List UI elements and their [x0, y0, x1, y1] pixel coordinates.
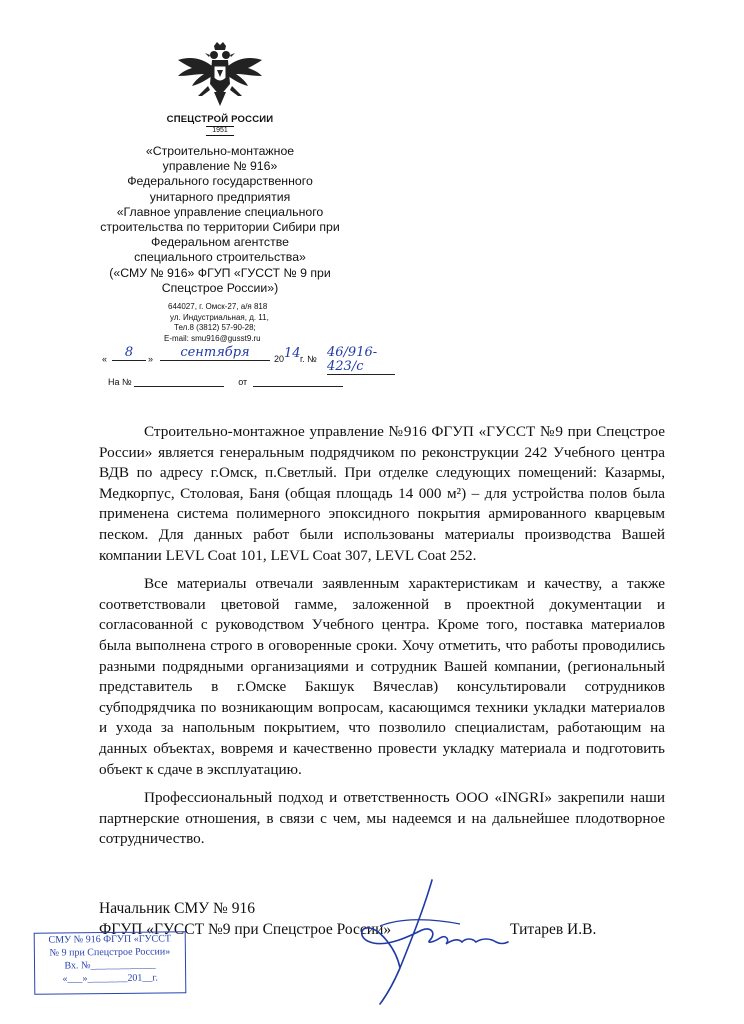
- registration-month: сентября: [160, 346, 270, 361]
- org-name-line: Спецстрое России»): [161, 280, 279, 295]
- stamp-line: СМУ № 916 ФГУП «ГУССТ: [48, 933, 172, 946]
- org-name-line: специального строительства»: [134, 250, 306, 265]
- address-line: 644027, г. Омск-27, а/я 818: [168, 302, 268, 311]
- in-reply-label: На №: [108, 377, 132, 387]
- in-reply-blank: [134, 386, 224, 387]
- org-name-line: «Строительно-монтажное: [145, 144, 295, 158]
- org-name-line: («СМУ № 916» ФГУП «ГУССТ № 9 при: [109, 265, 331, 280]
- handwritten-signature: [340, 878, 510, 1008]
- stamp-line: «___»________201__г.: [62, 972, 158, 985]
- org-founding-year: 1951: [70, 126, 370, 136]
- stamp-line: Вх. №_____________: [64, 959, 156, 972]
- address-line: ул. Индустриальная, д. 11,: [170, 312, 269, 322]
- eagle-emblem-icon: [174, 40, 266, 110]
- body-paragraph: Профессиональный подход и ответственность ООО «INGRI» закрепили наши партнерские отношения, в связи с чем, мы надеемся и на дальнейшее плодотворное сотрудничество.: [99, 789, 665, 848]
- registration-year-suffix: 14: [284, 346, 301, 361]
- signer-organization: ФГУП «ГУССТ №9 при Спецстрое России»: [99, 921, 392, 938]
- registration-year-prefix: 20: [274, 354, 285, 364]
- letter-body: [99, 422, 665, 858]
- stamp-line: № 9 при Спецстрое России»: [49, 946, 171, 959]
- from-label: от: [238, 377, 248, 387]
- org-name-line: Федерального государственного: [127, 174, 313, 189]
- incoming-registration-stamp: [34, 931, 187, 995]
- registration-day: 8: [112, 346, 146, 361]
- org-name-line: управление № 916»: [162, 159, 278, 174]
- org-full-name: [70, 144, 370, 296]
- registration-number: 46/916-423/с: [327, 346, 395, 375]
- org-name-line: Федеральном агентстве: [151, 235, 289, 250]
- org-address: [164, 302, 324, 344]
- org-name-line: строительства по территории Сибири при: [100, 220, 340, 235]
- signer-name: Титарев И.В.: [510, 921, 597, 938]
- open-quote: «: [102, 354, 108, 364]
- from-blank: [253, 386, 343, 387]
- org-name-line: унитарного предприятия: [149, 189, 291, 204]
- body-paragraph: Строительно-монтажное управление №916 ФГУП «ГУССТ №9 при Спецстрое России» является генеральным подрядчиком по реконструкции 242 Учебного центра ВДВ по адресу г.Омск, п.Светлый. При отделке следующих помещений: Казармы, Медкорпус, Столовая, Баня (общая площадь 14 000 м²) – для устройства полов была применена система полимерного эпоксидного покрытия армированного кварцевым песком. Для данных работ были использованы материалы производства Вашей компании LEVL Coat 101, LEVL Coat 307, LEVL Coat 252.: [99, 423, 665, 564]
- close-quote: »: [148, 354, 154, 364]
- email-line: E-mail: smu916@gusst9.ru: [164, 333, 261, 343]
- org-name-line: «Главное управление специального: [116, 204, 324, 219]
- registration-number-label: г. №: [300, 354, 317, 364]
- body-paragraph: Все материалы отвечали заявленным характеристикам и качеству, а также соответствовали цветовой гамме, заложенной в проектной документации и согласованной с руководством Учебного центра. Кроме того, поставка материалов была выполнена строго в оговоренные сроки. Хочу отметить, что работы проводились разными подрядными организациями и сотрудник Вашей компании, (региональный представитель в г.Омске Бакшук Вячеслав) консультировали сотрудников субподрядчика по возникающим вопросам, касающимся техники укладки материалов и ухода за напольным покрытием, что позволило специалистам, работающим на данных объектах, вовремя и качественно провести укладку материала и подготовить объект к сдаче в эксплуатацию.: [99, 575, 665, 778]
- org-short-name: СПЕЦСТРОЙ РОССИИ: [166, 114, 274, 125]
- address-line: Тел.8 (3812) 57-90-28;: [174, 323, 256, 332]
- letterhead: [70, 40, 370, 296]
- in-reply-line: [108, 377, 343, 387]
- signer-title: Начальник СМУ № 916: [99, 900, 255, 917]
